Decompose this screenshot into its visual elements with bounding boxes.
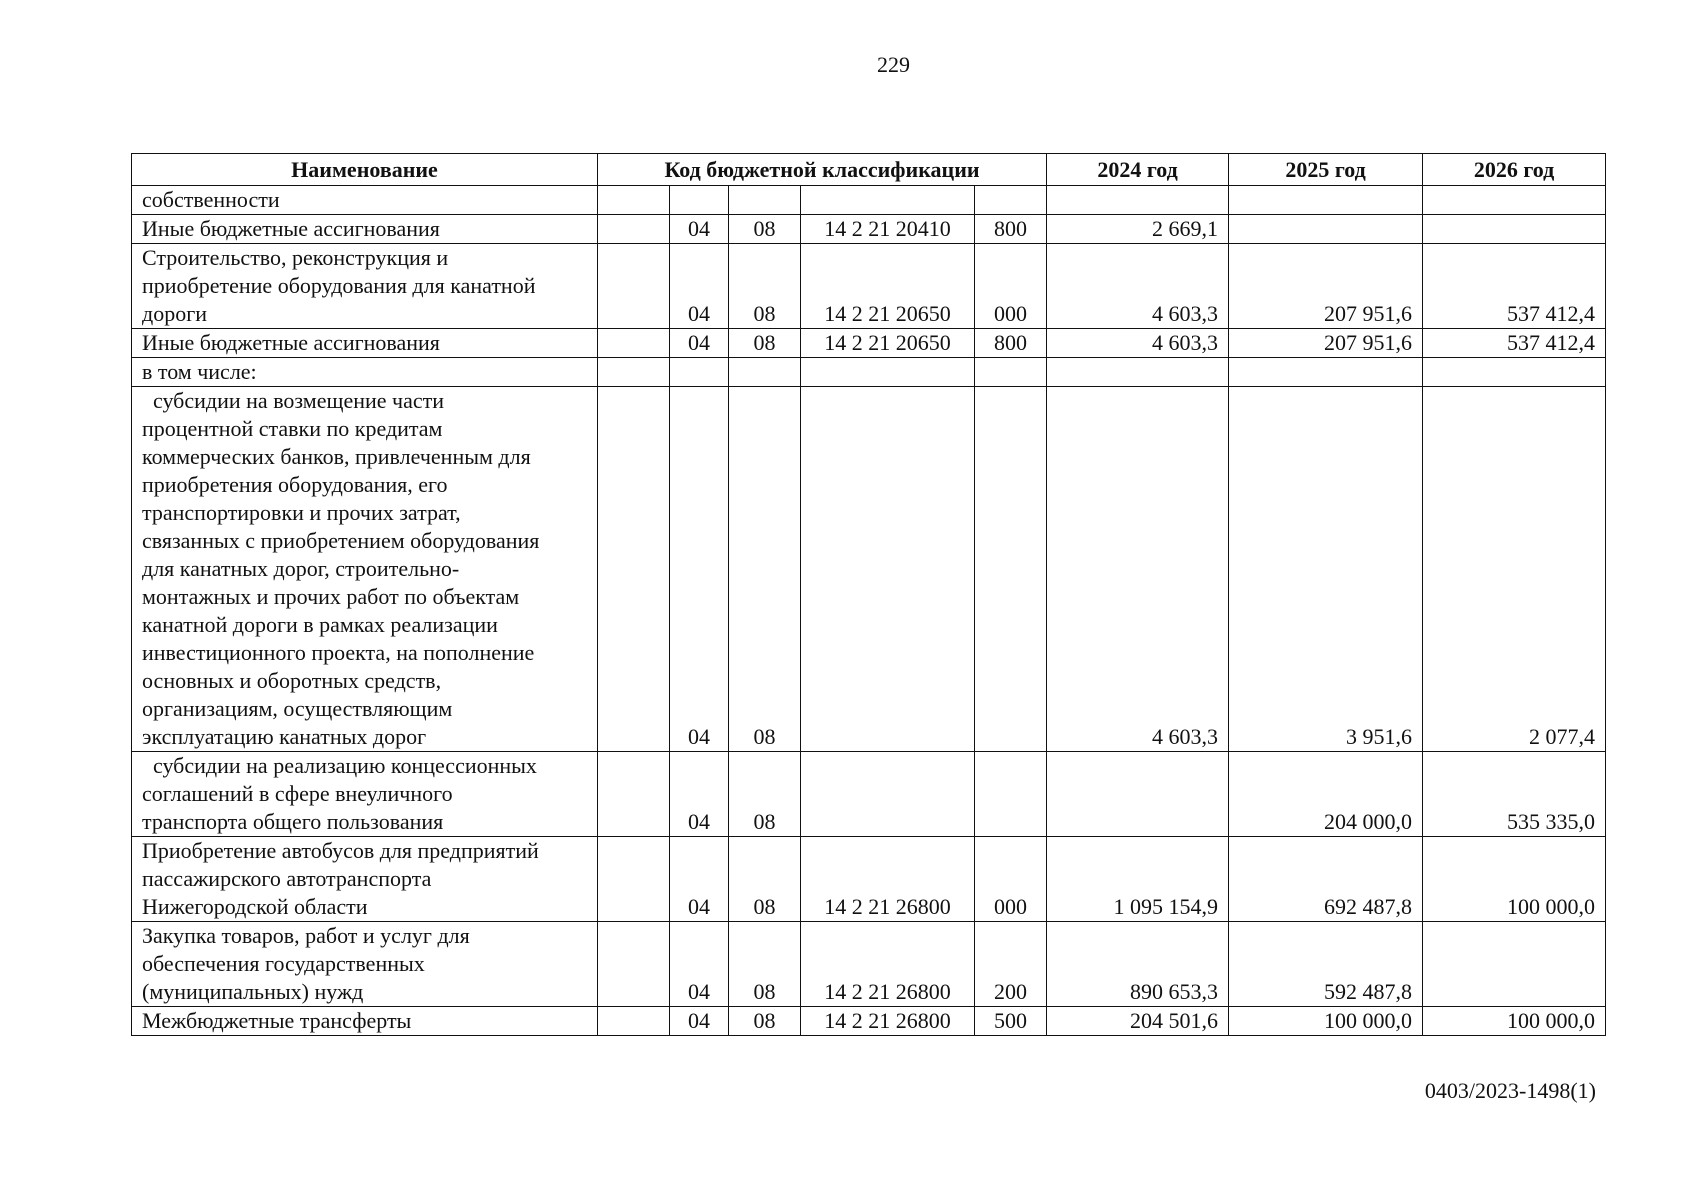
cell-target-code	[801, 358, 975, 387]
table-row	[132, 922, 1606, 1007]
page-number: 229	[877, 52, 910, 77]
cell-section	[670, 186, 729, 215]
cell-subsection: 08	[729, 215, 801, 244]
cell-target-code: 14 2 21 26800	[801, 922, 975, 1007]
cell-name: Иные бюджетные ассигнования	[132, 215, 598, 244]
cell-2024: 1 095 154,9	[1047, 837, 1229, 922]
cell-expense-type: 000	[975, 837, 1047, 922]
cell-2026: 535 335,0	[1423, 752, 1606, 837]
cell-section: 04	[670, 244, 729, 329]
cell-2024: 204 501,6	[1047, 1007, 1229, 1036]
cell-2024: 4 603,3	[1047, 329, 1229, 358]
table-row	[132, 387, 1606, 752]
cell-blank	[598, 1007, 670, 1036]
table-row	[132, 1007, 1606, 1036]
cell-target-code: 14 2 21 26800	[801, 1007, 975, 1036]
cell-subsection: 08	[729, 244, 801, 329]
cell-2025: 592 487,8	[1229, 922, 1423, 1007]
table-row	[132, 244, 1606, 329]
header-code: Код бюджетной классификации	[598, 154, 1047, 186]
cell-2025	[1229, 186, 1423, 215]
cell-expense-type: 000	[975, 244, 1047, 329]
cell-blank	[598, 186, 670, 215]
cell-expense-type	[975, 186, 1047, 215]
cell-blank	[598, 837, 670, 922]
cell-expense-type	[975, 752, 1047, 837]
header-2024: 2024 год	[1047, 154, 1229, 186]
table-row	[132, 358, 1606, 387]
cell-subsection: 08	[729, 329, 801, 358]
table-row	[132, 186, 1606, 215]
cell-target-code	[801, 186, 975, 215]
cell-subsection: 08	[729, 387, 801, 752]
cell-blank	[598, 387, 670, 752]
cell-section: 04	[670, 329, 729, 358]
cell-section: 04	[670, 387, 729, 752]
cell-name: в том числе:	[132, 358, 598, 387]
header-2026: 2026 год	[1423, 154, 1606, 186]
cell-target-code	[801, 387, 975, 752]
cell-2026	[1423, 358, 1606, 387]
cell-blank	[598, 329, 670, 358]
cell-2026: 2 077,4	[1423, 387, 1606, 752]
cell-2024	[1047, 358, 1229, 387]
cell-subsection: 08	[729, 752, 801, 837]
table-row	[132, 837, 1606, 922]
cell-name: собственности	[132, 186, 598, 215]
cell-subsection	[729, 186, 801, 215]
cell-subsection: 08	[729, 837, 801, 922]
cell-target-code: 14 2 21 20650	[801, 244, 975, 329]
table-body	[132, 186, 1606, 1036]
cell-2025	[1229, 358, 1423, 387]
cell-2025: 100 000,0	[1229, 1007, 1423, 1036]
cell-section: 04	[670, 1007, 729, 1036]
header-2025: 2025 год	[1229, 154, 1423, 186]
cell-expense-type: 800	[975, 329, 1047, 358]
cell-expense-type: 800	[975, 215, 1047, 244]
cell-2025: 3 951,6	[1229, 387, 1423, 752]
cell-2024: 4 603,3	[1047, 387, 1229, 752]
cell-subsection	[729, 358, 801, 387]
table-row	[132, 329, 1606, 358]
cell-2024	[1047, 752, 1229, 837]
cell-blank	[598, 922, 670, 1007]
cell-2024	[1047, 186, 1229, 215]
cell-2025: 207 951,6	[1229, 329, 1423, 358]
cell-section	[670, 358, 729, 387]
cell-2026	[1423, 215, 1606, 244]
cell-blank	[598, 215, 670, 244]
cell-target-code	[801, 752, 975, 837]
cell-name: Иные бюджетные ассигнования	[132, 329, 598, 358]
cell-2025: 692 487,8	[1229, 837, 1423, 922]
cell-section: 04	[670, 215, 729, 244]
cell-2024: 4 603,3	[1047, 244, 1229, 329]
cell-name: Закупка товаров, работ и услуг для обеспечения государственных (муниципальных) нужд	[132, 922, 598, 1007]
cell-target-code: 14 2 21 26800	[801, 837, 975, 922]
cell-section: 04	[670, 922, 729, 1007]
cell-expense-type: 500	[975, 1007, 1047, 1036]
budget-table	[131, 153, 1606, 1036]
cell-2026: 537 412,4	[1423, 244, 1606, 329]
cell-target-code: 14 2 21 20650	[801, 329, 975, 358]
cell-name: субсидии на реализацию концессионных соглашений в сфере внеуличного транспорта общего пользования	[132, 752, 598, 837]
cell-2026: 537 412,4	[1423, 329, 1606, 358]
cell-blank	[598, 358, 670, 387]
cell-2025	[1229, 215, 1423, 244]
cell-blank	[598, 752, 670, 837]
cell-section: 04	[670, 837, 729, 922]
table-row	[132, 215, 1606, 244]
cell-subsection: 08	[729, 1007, 801, 1036]
cell-expense-type	[975, 358, 1047, 387]
cell-name: субсидии на возмещение части процентной ставки по кредитам коммерческих банков, привлеченным для приобретения оборудования, его транспортировки и прочих затрат, связанных с приобретением оборудования для канатных дорог, строительно- монтажных и прочих работ по объектам канатной дороги в рамках реализации инвестиционного проекта, на пополнение основных и оборотных средств, организациям, осуществляющим эксплуатацию канатных дорог	[132, 387, 598, 752]
cell-name: Межбюджетные трансферты	[132, 1007, 598, 1036]
cell-2026	[1423, 186, 1606, 215]
cell-name: Приобретение автобусов для предприятий пассажирского автотранспорта Нижегородской области	[132, 837, 598, 922]
cell-section: 04	[670, 752, 729, 837]
cell-2026	[1423, 922, 1606, 1007]
cell-blank	[598, 244, 670, 329]
cell-2026: 100 000,0	[1423, 837, 1606, 922]
cell-2024: 2 669,1	[1047, 215, 1229, 244]
cell-subsection: 08	[729, 922, 801, 1007]
header-name: Наименование	[132, 154, 598, 186]
document-id: 0403/2023-1498(1)	[1424, 1078, 1596, 1103]
table-header-row	[132, 154, 1606, 186]
cell-name: Строительство, реконструкция и приобретение оборудования для канатной дороги	[132, 244, 598, 329]
cell-target-code: 14 2 21 20410	[801, 215, 975, 244]
cell-expense-type: 200	[975, 922, 1047, 1007]
cell-expense-type	[975, 387, 1047, 752]
cell-2025: 204 000,0	[1229, 752, 1423, 837]
cell-2026: 100 000,0	[1423, 1007, 1606, 1036]
table-row	[132, 752, 1606, 837]
cell-2024: 890 653,3	[1047, 922, 1229, 1007]
cell-2025: 207 951,6	[1229, 244, 1423, 329]
